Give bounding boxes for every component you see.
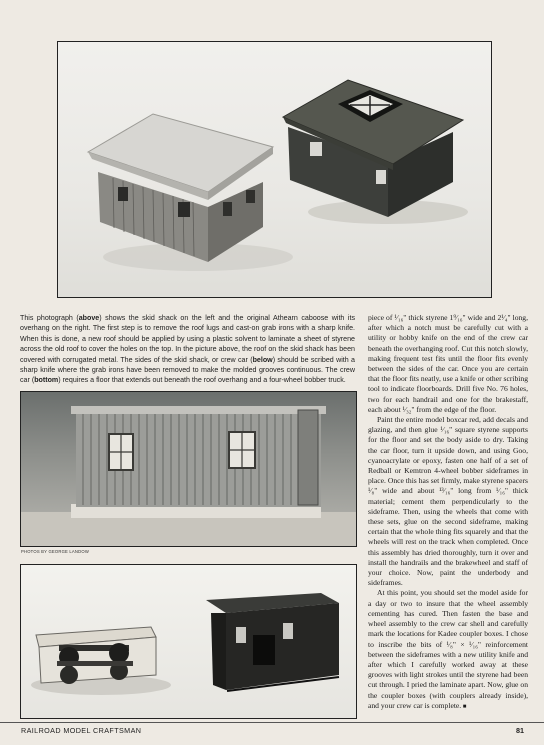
- photo-crew-car-floor-and-truck: [20, 564, 357, 719]
- article-paragraph: piece of ¹⁄₁₆" thick styrene 1⁹⁄₁₆" wide and 2¹⁄₄" long, after which a notch must be carefully cut with a utility or hobby knife on the end of the crew car beneath the overhanging roof. Cut this notch slowly, making frequent test fits until the floor fits evenly between the sides of the car. Once you are certain that the floor fits neatly, use a knife or other scribing tool to indicate floorboards. Drill five No. 76 holes, two for each handrail and one for the brakestaff, each about ¹⁄₃₂" from the edge of the floor.: [368, 313, 528, 414]
- footer-divider: [0, 722, 544, 723]
- caption-ref-below: below: [252, 355, 273, 364]
- article-paragraph: At this point, you should set the model aside for a day or two to insure that the wheel assembly cementing has cured. Then fasten the base and wheel assembly to the crew car shell and carefully mark the locations for Kadee coupler boxes. I chose to inscribe the bits of ¹⁄₈" × ¹⁄₁₆" reinforcement between the sideframes with a new utility knife and after which I carefully worked away at these grooves with light strokes until the styrene had been cut through. I pried the laminate apart. Now, glue on the coupler boxes (with couplers already inside), and your crew car is complete. ■: [368, 588, 528, 711]
- caption-text-3: ) should be scribed with a sharp knife where the grab irons have been removed to make the molded grooves continuous. The crew car (: [20, 355, 355, 385]
- article-text: [368, 313, 528, 712]
- page-number: 81: [516, 726, 524, 735]
- photo-credit: PHOTOS BY GEORGE LANDOW: [21, 549, 89, 554]
- caption-ref-bottom: bottom: [34, 376, 59, 385]
- photo-crew-car-side: [20, 391, 357, 547]
- caption-ref-above: above: [78, 314, 100, 322]
- caption-text-2: ) shows the skid shack on the left and the original Athearn caboose with its overhang on the right. The first step is to remove the roof lugs and cast-on grab irons with a sharp knife. When this is done, a new roof should be applied by using a plastic solvent to laminate a sheet of styrene across the old roof to cover the holes on the top. In the picture above, the roof on the skid shack has been covered with corrugated metal. The sides of the skid shack, or crew car (: [20, 314, 355, 364]
- article-paragraph: Paint the entire model boxcar red, add decals and glazing, and then glue ¹⁄₁₆" square styrene supports for the floor and set the body aside to dry. Taking the car floor, turn it upside down, and using Goo, cyanoacrylate or epoxy, fasten one half of a set of Redball or Kemtron 4-wheel bobber sideframes in place. Once this has set firmly, make styrene spacers ¹⁄₈" wide and about ¹³⁄₁₆" long from ¹⁄₁₆" thick material; cement them perpendicularly to the sideframe. Then, using the wheels that come with these sets, glue on the second sideframe, making certain that the whole thing fits squarely and that the wheels will rest on the track when completed. Once this assembly has dried thoroughly, turn it over and install the handrails and the brakewheel and staff of your choice. Now, paint the underbody and sideframes.: [368, 415, 528, 588]
- publication-name: RAILROAD MODEL CRAFTSMAN: [21, 726, 142, 735]
- photo-skid-shack-and-caboose: [57, 41, 492, 298]
- caption-text-1: This photograph (: [20, 314, 79, 322]
- caption-text-4: ) requires a floor that extends out beneath the roof overhang and a four-wheel bobber truck.: [58, 376, 346, 385]
- models-top-view-illustration: [58, 42, 491, 297]
- photo-caption: [20, 313, 355, 386]
- crew-car-side-illustration: [21, 392, 356, 546]
- crew-car-floor-illustration: [21, 565, 356, 718]
